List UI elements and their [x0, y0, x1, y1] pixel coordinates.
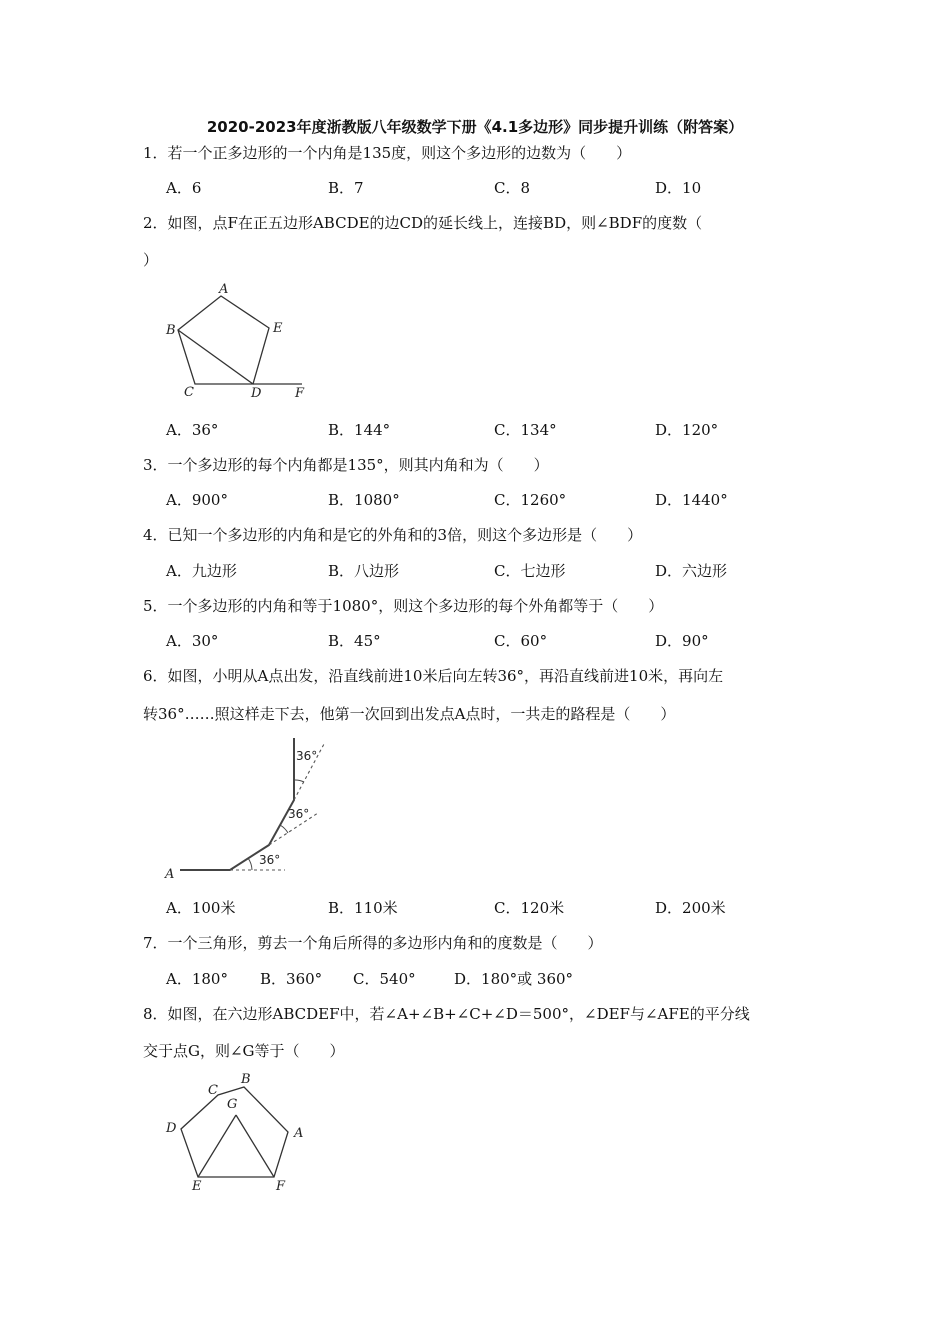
angle-arc-2 [280, 825, 288, 833]
segment-bd [178, 330, 253, 384]
question-7-text: 7．一个三角形，剪去一个角后所得的多边形内角和的度数是（ ） [143, 934, 603, 952]
question-6-text-cont: 转36°……照这样走下去，他第一次回到出发点A点时，一共走的路程是（ ） [143, 705, 676, 723]
q4-option-b: B．八边形 [328, 562, 400, 580]
q6-option-b: B．110米 [328, 899, 398, 917]
q1-option-d: D．10 [655, 179, 702, 197]
label-a: A [165, 867, 175, 882]
label-b: B [166, 323, 176, 338]
bisector-eg [198, 1115, 236, 1177]
q2-option-b: B．144° [328, 421, 391, 439]
q3-option-c: C．1260° [494, 491, 567, 509]
angle-arc-1 [248, 858, 252, 870]
label-g: G [227, 1097, 238, 1112]
label-f: F [276, 1179, 286, 1194]
q3-option-a: A．900° [166, 491, 228, 509]
angle-label-1: 36° [259, 853, 281, 867]
page-title: 2020-2023年度浙教版八年级数学下册《4.1多边形》同步提升训练（附答案） [206, 118, 744, 136]
q4-option-d: D．六边形 [655, 562, 728, 580]
question-2-text-cont: ） [143, 251, 159, 269]
q2-option-d: D．120° [655, 421, 719, 439]
label-b: B [241, 1072, 251, 1087]
question-1-text: 1．若一个正多边形的一个内角是135度，则这个多边形的边数为（ ） [143, 144, 632, 162]
q7-option-d: D．180°或 360° [454, 970, 574, 988]
question-8-text-cont: 交于点G，则∠G等于（ ） [143, 1042, 345, 1060]
label-e: E [273, 321, 283, 336]
q7-option-c: C．540° [353, 970, 416, 988]
q5-option-c: C．60° [494, 632, 548, 650]
q5-option-d: D．90° [655, 632, 709, 650]
walking-path [180, 738, 294, 870]
pentagon-figure [160, 280, 320, 405]
question-4-text: 4．已知一个多边形的内角和是它的外角和的3倍，则这个多边形是（ ） [143, 526, 643, 544]
angle-arc-3 [294, 780, 304, 782]
hexagon-figure [160, 1065, 320, 1195]
q1-option-b: B．7 [328, 179, 364, 197]
q6-option-c: C．120米 [494, 899, 565, 917]
q7-option-a: A．180° [166, 970, 228, 988]
question-2-text: 2．如图，点F在正五边形ABCDE的边CD的延长线上，连接BD，则∠BDF的度数（ [143, 214, 703, 232]
q7-option-b: B．360° [260, 970, 323, 988]
q1-option-c: C．8 [494, 179, 531, 197]
label-e: E [192, 1179, 202, 1194]
q4-option-c: C．七边形 [494, 562, 566, 580]
label-a: A [219, 282, 229, 297]
label-d: D [251, 386, 262, 401]
q5-option-a: A．30° [166, 632, 219, 650]
walking-path-figure [160, 730, 335, 885]
question-5-text: 5．一个多边形的内角和等于1080°，则这个多边形的每个外角都等于（ ） [143, 597, 664, 615]
label-c: C [208, 1083, 218, 1098]
question-6-text: 6．如图，小明从A点出发，沿直线前进10米后向左转36°，再沿直线前进10米，再向左 [143, 667, 724, 685]
angle-label-3: 36° [296, 749, 318, 763]
q3-option-b: B．1080° [328, 491, 400, 509]
label-a: A [294, 1126, 304, 1141]
q5-option-b: B．45° [328, 632, 381, 650]
bisector-fg [236, 1115, 274, 1177]
label-c: C [184, 385, 194, 400]
question-3-text: 3．一个多边形的每个内角都是135°，则其内角和为（ ） [143, 456, 549, 474]
q3-option-d: D．1440° [655, 491, 728, 509]
question-8-text: 8．如图，在六边形ABCDEF中，若∠A+∠B+∠C+∠D＝500°，∠DEF与∠AFE的平分线 [143, 1005, 750, 1023]
q6-option-a: A．100米 [166, 899, 236, 917]
label-f: F [295, 386, 305, 401]
angle-label-2: 36° [288, 807, 310, 821]
q6-option-d: D．200米 [655, 899, 726, 917]
q1-option-a: A．6 [166, 179, 202, 197]
q4-option-a: A．九边形 [166, 562, 237, 580]
label-d: D [166, 1121, 177, 1136]
q2-option-a: A．36° [166, 421, 219, 439]
q2-option-c: C．134° [494, 421, 557, 439]
